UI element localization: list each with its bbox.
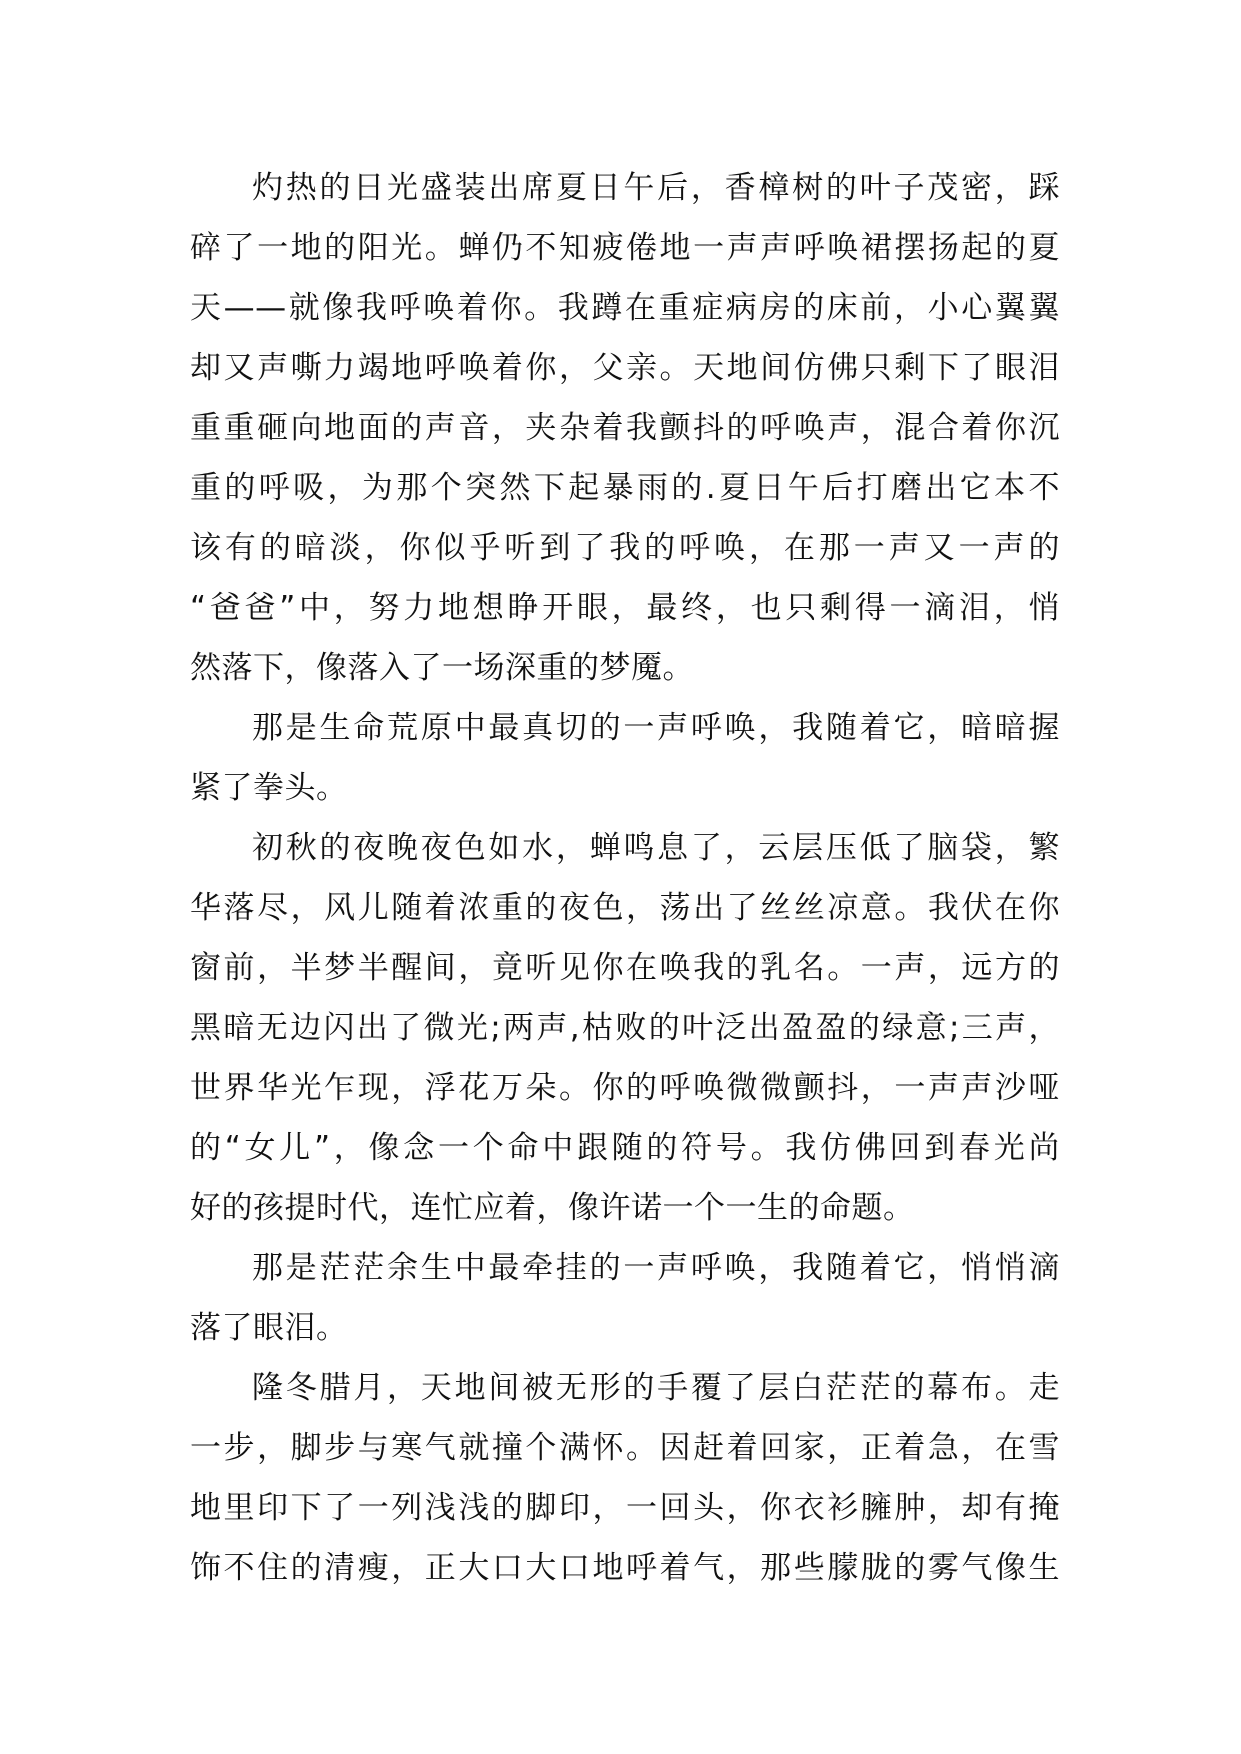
text-line: 一步，脚步与寒气就撞个满怀。因赶着回家，正着急，在雪 <box>190 1430 1060 1466</box>
text-line: 饰不住的清瘦，正大口大口地呼着气，那些朦胧的雾气像生 <box>190 1550 1060 1586</box>
paragraph <box>190 1358 1060 1598</box>
text-line: 紧了拳头。 <box>190 770 348 806</box>
text-line: 灼热的日光盛装出席夏日午后，香樟树的叶子茂密，踩 <box>252 170 1060 206</box>
text-line: 黑暗无边闪出了微光;两声,枯败的叶泛出盈盈的绿意;三声， <box>190 1010 1060 1046</box>
text-line: “爸爸”中，努力地想睁开眼，最终，也只剩得一滴泪，悄 <box>190 590 1060 626</box>
paragraph <box>190 698 1060 818</box>
text-line: 初秋的夜晚夜色如水，蝉鸣息了，云层压低了脑袋，繁 <box>252 830 1060 866</box>
text-line: 该有的暗淡，你似乎听到了我的呼唤，在那一声又一声的 <box>190 530 1060 566</box>
text-line: 重的呼吸，为那个突然下起暴雨的.夏日午后打磨出它本不 <box>190 470 1060 506</box>
text-line: 然落下，像落入了一场深重的梦魇。 <box>190 650 694 686</box>
text-line: 重重砸向地面的声音，夹杂着我颤抖的呼唤声，混合着你沉 <box>190 410 1060 446</box>
text-line: 却又声嘶力竭地呼唤着你，父亲。天地间仿佛只剩下了眼泪 <box>190 350 1060 386</box>
text-line: 地里印下了一列浅浅的脚印，一回头，你衣衫臃肿，却有掩 <box>190 1490 1060 1526</box>
text-line: 那是茫茫余生中最牵挂的一声呼唤，我随着它，悄悄滴 <box>252 1250 1060 1286</box>
text-line: 窗前，半梦半醒间，竟听见你在唤我的乳名。一声，远方的 <box>190 950 1060 986</box>
document-body <box>190 158 1060 1598</box>
text-line: 世界华光乍现，浮花万朵。你的呼唤微微颤抖，一声声沙哑 <box>190 1070 1060 1106</box>
paragraph <box>190 818 1060 1238</box>
text-line: 碎了一地的阳光。蝉仍不知疲倦地一声声呼唤裙摆扬起的夏 <box>190 230 1060 266</box>
text-line: 好的孩提时代，连忙应着，像许诺一个一生的命题。 <box>190 1190 915 1226</box>
text-line: 的“女儿”，像念一个命中跟随的符号。我仿佛回到春光尚 <box>190 1130 1060 1166</box>
text-line: 天——就像我呼唤着你。我蹲在重症病房的床前，小心翼翼 <box>190 290 1060 326</box>
text-line: 华落尽，风儿随着浓重的夜色，荡出了丝丝凉意。我伏在你 <box>190 890 1060 926</box>
paragraph <box>190 1238 1060 1358</box>
text-line: 落了眼泪。 <box>190 1310 348 1346</box>
text-line: 隆冬腊月，天地间被无形的手覆了层白茫茫的幕布。走 <box>252 1370 1060 1406</box>
text-line: 那是生命荒原中最真切的一声呼唤，我随着它，暗暗握 <box>252 710 1060 746</box>
paragraph <box>190 158 1060 698</box>
